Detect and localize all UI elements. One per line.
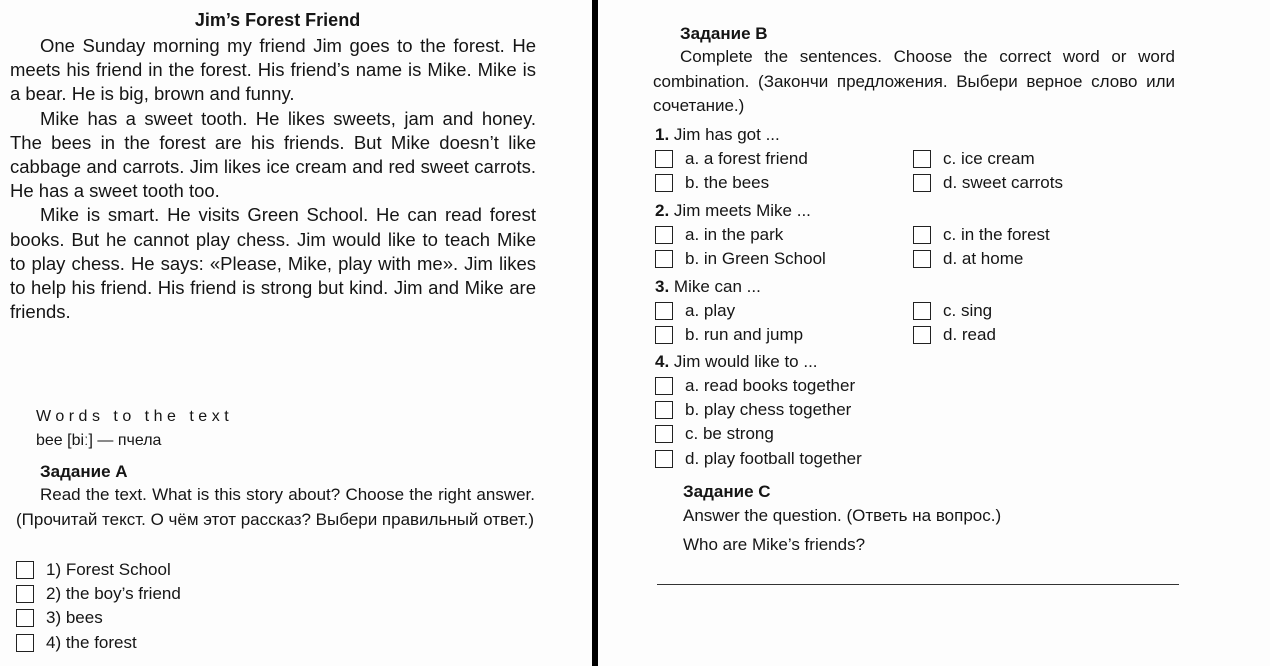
question-text: Jim has got ... [673, 125, 780, 144]
checkbox[interactable] [913, 250, 931, 268]
checkbox[interactable] [913, 150, 931, 168]
checkbox[interactable] [655, 250, 673, 268]
question-text: Jim meets Mike ... [673, 201, 811, 220]
checkbox[interactable] [655, 174, 673, 192]
vocabulary-heading: Words to the text [36, 408, 234, 425]
question-number: 4. [655, 352, 670, 371]
option-label: a. in the park [685, 225, 784, 245]
task-c-question: Who are Mike’s friends? [683, 535, 866, 554]
task-c-heading: Задание С [683, 482, 771, 501]
option-label: b. run and jump [685, 325, 804, 345]
option-label: b. in Green School [685, 249, 826, 269]
answer-option[interactable] [655, 299, 913, 323]
answer-option[interactable] [655, 422, 862, 446]
question-number: 2. [655, 201, 670, 220]
option-label: b. play chess together [685, 400, 852, 420]
answer-option[interactable] [655, 447, 862, 471]
checkbox[interactable] [655, 150, 673, 168]
question-text: Mike can ... [673, 277, 761, 296]
answer-option[interactable] [913, 299, 1173, 323]
checkbox[interactable] [16, 609, 34, 627]
question-number: 1. [655, 125, 670, 144]
option-label: d. at home [943, 249, 1024, 269]
option-label: d. play football together [685, 448, 862, 468]
task-a-options [16, 558, 181, 655]
task-a-instruction: Read the text. What is this story about? Choose the right answer. (Прочитай текст. О чём этот рассказ? Выбери правильный ответ.) [16, 485, 535, 529]
checkbox[interactable] [16, 634, 34, 652]
question-3 [655, 275, 1173, 347]
checkbox[interactable] [16, 585, 34, 603]
checkbox[interactable] [655, 425, 673, 443]
answer-option[interactable] [913, 323, 1173, 347]
option-label: c. sing [943, 301, 993, 321]
checkbox[interactable] [913, 174, 931, 192]
option-label: d. read [943, 325, 996, 345]
story-text [10, 34, 536, 324]
task-b-instruction: Complete the sentences. Choose the correct word or word combination. (Закончи предложения. Выбери верное слово или сочетание.) [653, 47, 1175, 115]
option-label: d. sweet carrots [943, 173, 1063, 193]
answer-option[interactable] [655, 398, 862, 422]
task-b-heading: Задание В [680, 24, 768, 43]
checkbox[interactable] [655, 401, 673, 419]
answer-option[interactable] [655, 223, 913, 247]
task-a-option[interactable] [16, 558, 181, 582]
left-page [0, 0, 592, 666]
answer-option[interactable] [913, 171, 1173, 195]
option-label: 2) the boy’s friend [46, 584, 181, 604]
answer-option[interactable] [655, 374, 862, 398]
option-label: 4) the forest [46, 632, 137, 652]
story-paragraph: Mike is smart. He visits Green School. He can read forest books. But he cannot play chess. Jim would like to teach Mike to play chess. He says: «Please, Mike, play with me». Jim likes to help his friend. His friend is strong but kind. Jim and Mike are friends. [10, 204, 536, 323]
question-2 [655, 199, 1173, 271]
question-1 [655, 123, 1173, 195]
task-a-option[interactable] [16, 582, 181, 606]
checkbox[interactable] [655, 450, 673, 468]
option-label: b. the bees [685, 173, 770, 193]
vocabulary-box [36, 405, 233, 453]
option-label: 3) bees [46, 608, 103, 628]
option-label: a. a forest friend [685, 149, 808, 169]
checkbox[interactable] [655, 302, 673, 320]
answer-option[interactable] [913, 247, 1173, 271]
answer-option[interactable] [655, 171, 913, 195]
story-title: Jim’s Forest Friend [194, 10, 361, 30]
option-label: a. play [685, 301, 736, 321]
answer-option[interactable] [655, 323, 913, 347]
checkbox[interactable] [655, 377, 673, 395]
answer-line[interactable] [657, 584, 1179, 585]
question-4 [655, 350, 862, 471]
checkbox[interactable] [913, 226, 931, 244]
option-label: 1) Forest School [46, 560, 171, 580]
answer-option[interactable] [913, 223, 1173, 247]
task-c-instruction: Answer the question. (Ответь на вопрос.) [683, 506, 1002, 525]
answer-option[interactable] [913, 147, 1173, 171]
vocabulary-entry: bee [biː] — пчела [36, 432, 162, 449]
question-number: 3. [655, 277, 670, 296]
answer-option[interactable] [655, 247, 913, 271]
option-label: c. in the forest [943, 225, 1050, 245]
answer-option[interactable] [655, 147, 913, 171]
task-a-heading: Задание А [40, 462, 128, 481]
option-label: a. read books together [685, 376, 856, 396]
checkbox[interactable] [655, 326, 673, 344]
checkbox[interactable] [913, 326, 931, 344]
task-a-option[interactable] [16, 606, 181, 630]
question-text: Jim would like to ... [673, 352, 818, 371]
option-label: c. ice cream [943, 149, 1035, 169]
task-a-option[interactable] [16, 631, 181, 655]
option-label: c. be strong [685, 424, 774, 444]
story-paragraph: One Sunday morning my friend Jim goes to the forest. He meets his friend in the forest. His friend’s name is Mike. Mike is a bear. He is big, brown and funny. [10, 35, 536, 105]
checkbox[interactable] [655, 226, 673, 244]
checkbox[interactable] [913, 302, 931, 320]
checkbox[interactable] [16, 561, 34, 579]
story-paragraph: Mike has a sweet tooth. He likes sweets, jam and honey. The bees in the forest are his friends. But Mike doesn’t like cabbage and carrots. Jim likes ice cream and red sweet carrots. He has a sweet tooth too. [10, 107, 536, 202]
